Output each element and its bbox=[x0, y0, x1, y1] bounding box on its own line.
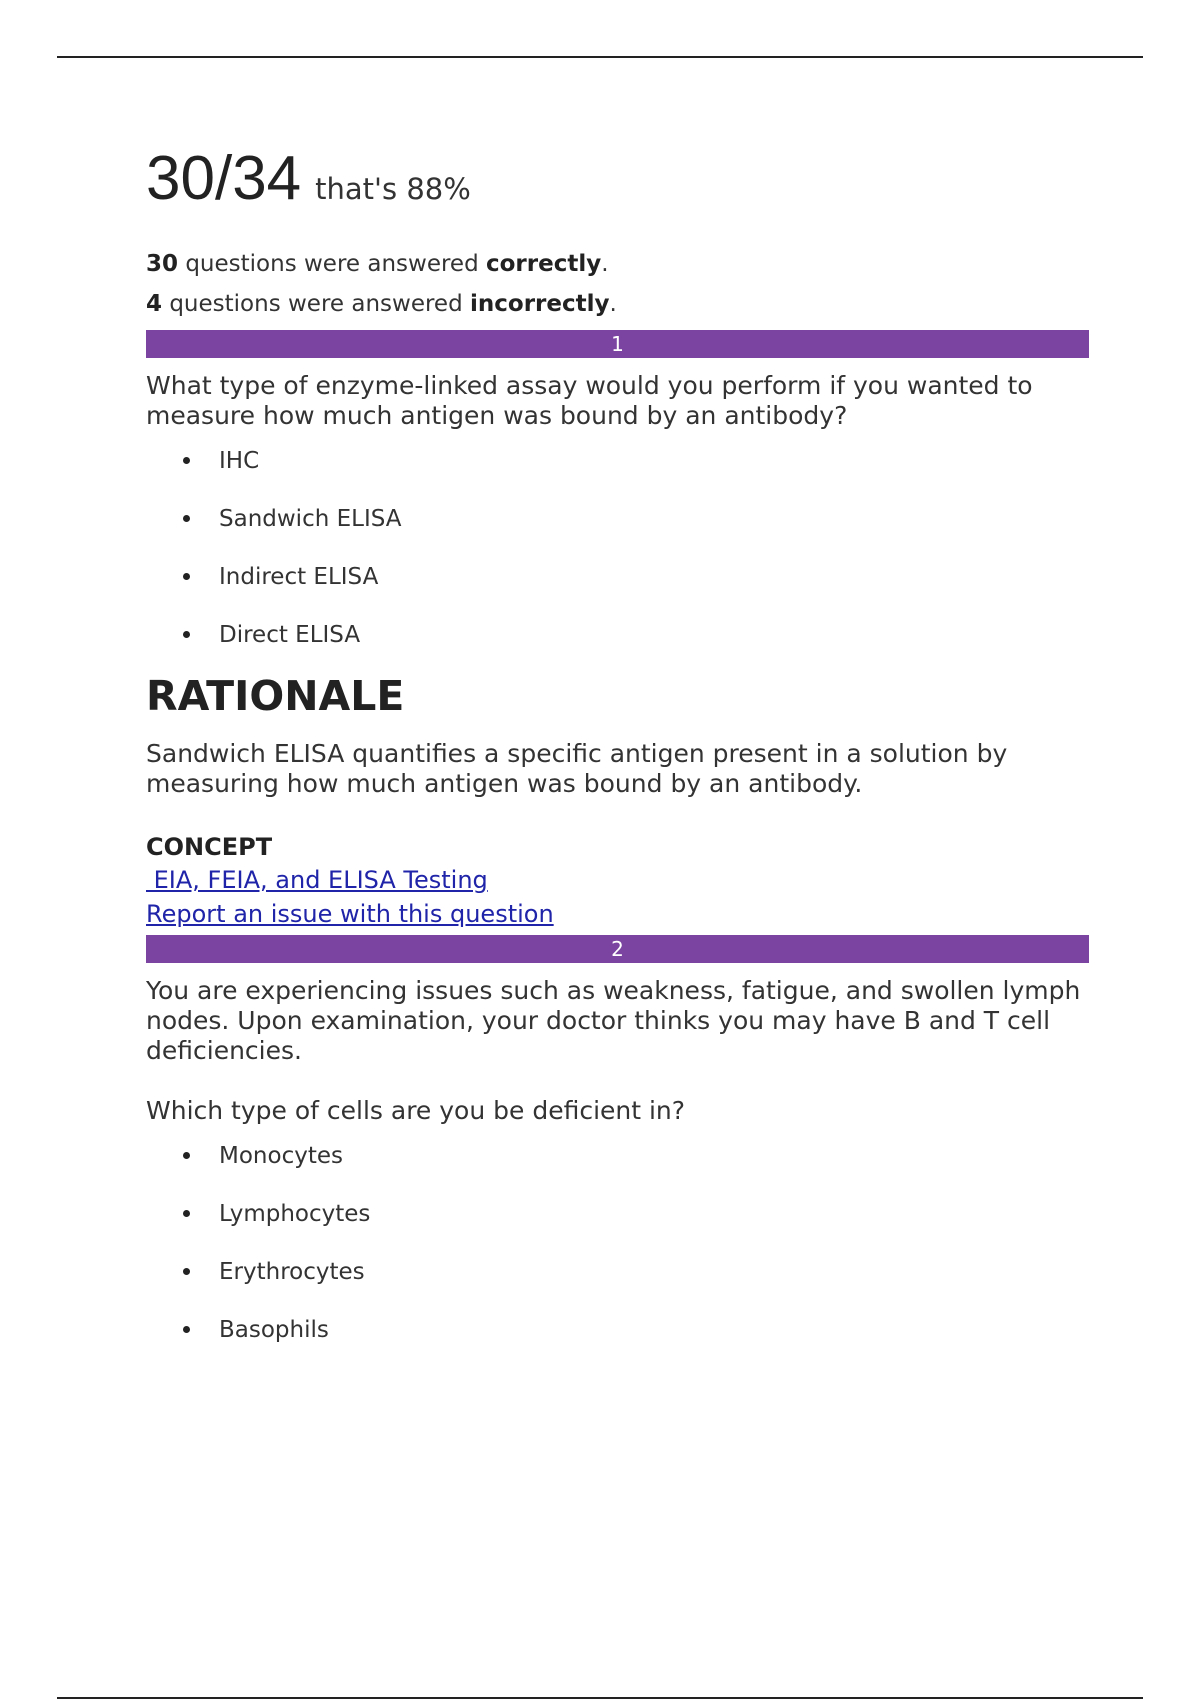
report-issue-link[interactable]: Report an issue with this question bbox=[146, 900, 554, 928]
results-content bbox=[146, 144, 1089, 1368]
answer-option: Sandwich ELISA bbox=[146, 499, 1089, 557]
bottom-rule bbox=[57, 1697, 1143, 1699]
question-text: You are experiencing issues such as weakness, fatigue, and swollen lymph nodes. Upon examination, your doctor thinks you may have B and T cell deficiencies. Which type of cells are you be deficient in? bbox=[146, 976, 1081, 1125]
question-text: What type of enzyme-linked assay would you perform if you wanted to measure how much antigen was bound by an antibody? bbox=[146, 371, 1033, 430]
score-header bbox=[146, 144, 1089, 214]
correct-count: 30 bbox=[146, 251, 179, 277]
answer-options bbox=[146, 441, 1089, 673]
top-rule bbox=[57, 56, 1143, 58]
answer-option: Lymphocytes bbox=[146, 1194, 1089, 1252]
answer-option: IHC bbox=[146, 441, 1089, 499]
concept-link[interactable]: EIA, FEIA, and ELISA Testing bbox=[146, 866, 488, 894]
correct-summary-line: 30 questions were answered correctly. bbox=[146, 251, 609, 277]
score-percent: that's 88% bbox=[315, 172, 471, 206]
answer-option: Direct ELISA bbox=[146, 615, 1089, 673]
bullet-icon bbox=[183, 1210, 190, 1217]
bullet-icon bbox=[183, 515, 190, 522]
answer-option: Erythrocytes bbox=[146, 1252, 1089, 1310]
bullet-icon bbox=[183, 1326, 190, 1333]
score-summary bbox=[146, 244, 1089, 324]
bullet-icon bbox=[183, 1268, 190, 1275]
answer-option: Indirect ELISA bbox=[146, 557, 1089, 615]
bullet-icon bbox=[183, 1152, 190, 1159]
concept-heading: CONCEPT bbox=[146, 833, 273, 861]
bullet-icon bbox=[183, 573, 190, 580]
question-number-bar: 2 bbox=[146, 935, 1089, 963]
incorrect-count: 4 bbox=[146, 291, 163, 317]
rationale-heading: RATIONALE bbox=[146, 672, 405, 720]
answer-options bbox=[146, 1136, 1089, 1368]
answer-option: Monocytes bbox=[146, 1136, 1089, 1194]
question-number-bar: 1 bbox=[146, 330, 1089, 358]
answer-option: Basophils bbox=[146, 1310, 1089, 1368]
incorrect-summary-line: 4 questions were answered incorrectly. bbox=[146, 291, 617, 317]
bullet-icon bbox=[183, 631, 190, 638]
score-fraction: 30/34 bbox=[146, 144, 302, 213]
incorrect-word: incorrectly bbox=[470, 291, 610, 317]
correct-word: correctly bbox=[486, 251, 602, 277]
rationale-text: Sandwich ELISA quantifies a specific antigen present in a solution by measuring how much antigen was bound by an antibody. bbox=[146, 739, 1008, 798]
bullet-icon bbox=[183, 457, 190, 464]
